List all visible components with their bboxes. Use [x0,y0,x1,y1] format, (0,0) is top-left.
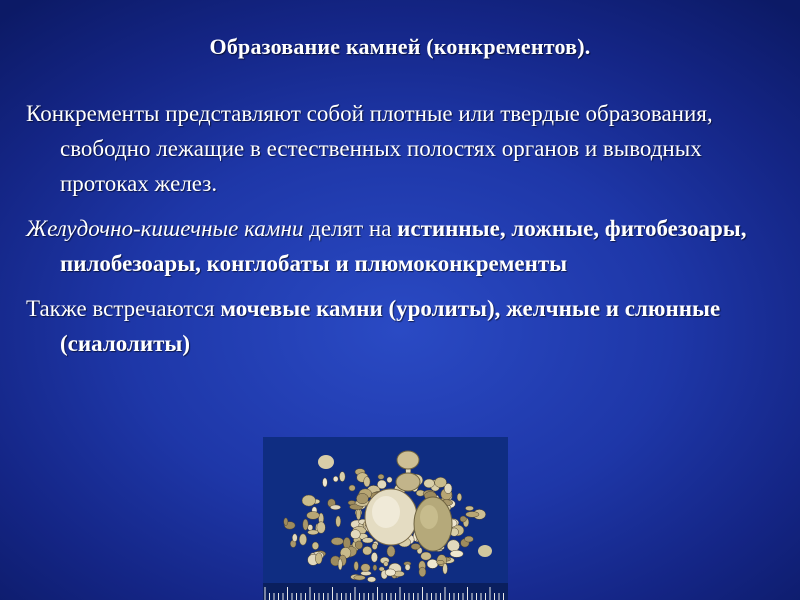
bullet-gastrointestinal-stones [26,211,776,281]
slide-title: Образование камней (конкрементов). [209,34,591,59]
gi-stones-connector: делят на [303,216,398,241]
definition-text: Конкременты представляют собой плотные или твердые образования, свободно лежащие в естественных полостях органов и выводных протоках желез. [26,101,713,196]
bullet-definition [26,96,776,201]
other-stones-intro: Также встречаются [26,296,221,321]
stones-photo [263,437,508,600]
slide-body [26,96,776,371]
gi-stones-term: Желудочно-кишечные камни [26,216,304,241]
gi-stones-types: истинные, ложные, фитобезоары, пилобезоары, конглобаты и плюмоконкременты [60,216,747,276]
bullet-other-stones [26,291,776,361]
other-stones-types: мочевые камни (уролиты), желчные и слюнные (сиалолиты) [60,296,721,356]
